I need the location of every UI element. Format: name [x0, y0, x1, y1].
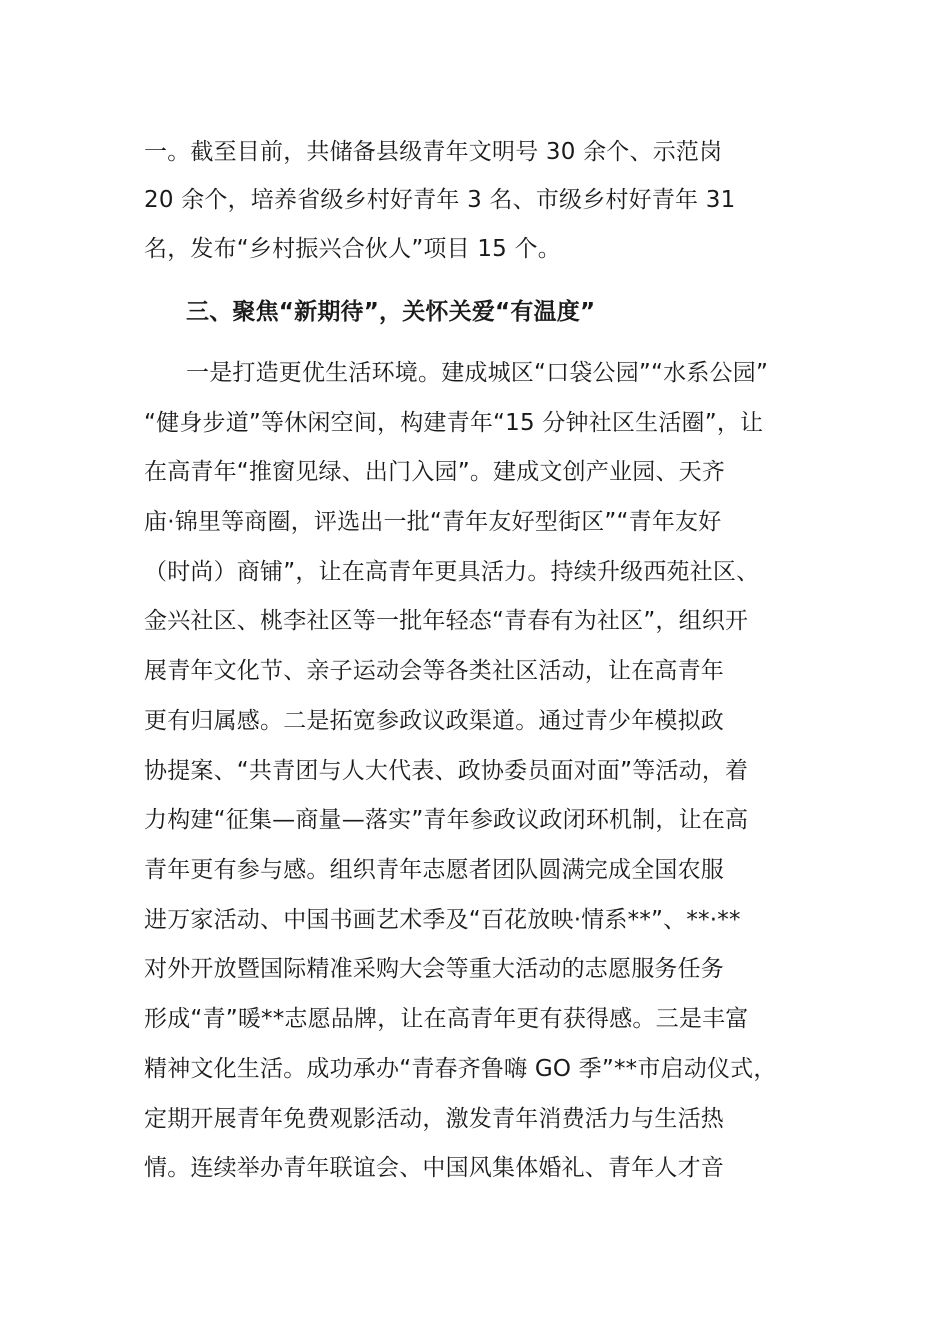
- paragraph-line: 情。连续举办青年联谊会、中国风集体婚礼、青年人才音: [144, 1155, 724, 1181]
- paragraph-line: 在高青年“推窗见绿、出门入园”。建成文创产业园、天齐: [144, 459, 726, 485]
- paragraph-line: 更有归属感。二是拓宽参政议政渠道。通过青少年模拟政: [144, 708, 724, 734]
- paragraph-line: （时尚）商铺”，让在高青年更具活力。持续升级西苑社区、: [144, 559, 760, 585]
- paragraph-line: 展青年文化节、亲子运动会等各类社区活动，让在高青年: [144, 658, 724, 684]
- paragraph-line: “健身步道”等休闲空间，构建青年“15 分钟社区生活圈”，让: [144, 410, 764, 436]
- paragraph-line: 力构建“征集—商量—落实”青年参政议政闭环机制，让在高: [144, 807, 749, 833]
- paragraph-line: 进万家活动、中国书画艺术季及“百花放映·情系**”、**·**: [144, 907, 741, 933]
- paragraph-line: 一。截至目前，共储备县级青年文明号 30 余个、示范岗: [144, 139, 723, 165]
- paragraph-line: 协提案、“共青团与人大代表、政协委员面对面”等活动，着: [144, 758, 749, 784]
- paragraph-line: 对外开放暨国际精准采购大会等重大活动的志愿服务任务: [144, 956, 724, 982]
- section-heading: 三、聚焦“新期待”，关怀关爱“有温度”: [186, 299, 596, 325]
- paragraph-line: 金兴社区、桃李社区等一批年轻态“青春有为社区”，组织开: [144, 608, 749, 634]
- paragraph-line: 形成“青”暖**志愿品牌，让在高青年更有获得感。三是丰富: [144, 1006, 749, 1032]
- paragraph-line: 名，发布“乡村振兴合伙人”项目 15 个。: [144, 236, 561, 262]
- paragraph-line: 青年更有参与感。组织青年志愿者团队圆满完成全国农服: [144, 857, 724, 883]
- paragraph-line: 定期开展青年免费观影活动，激发青年消费活力与生活热: [144, 1106, 724, 1132]
- paragraph-line: 20 余个，培养省级乡村好青年 3 名、市级乡村好青年 31: [144, 187, 736, 213]
- paragraph-line: 精神文化生活。成功承办“青春齐鲁嗨 GO 季”**市启动仪式，: [144, 1056, 777, 1082]
- paragraph-line: 庙·锦里等商圈，评选出一批“青年友好型街区”“青年友好: [144, 509, 722, 535]
- paragraph-line: 一是打造更优生活环境。建成城区“口袋公园”“水系公园”: [186, 360, 769, 386]
